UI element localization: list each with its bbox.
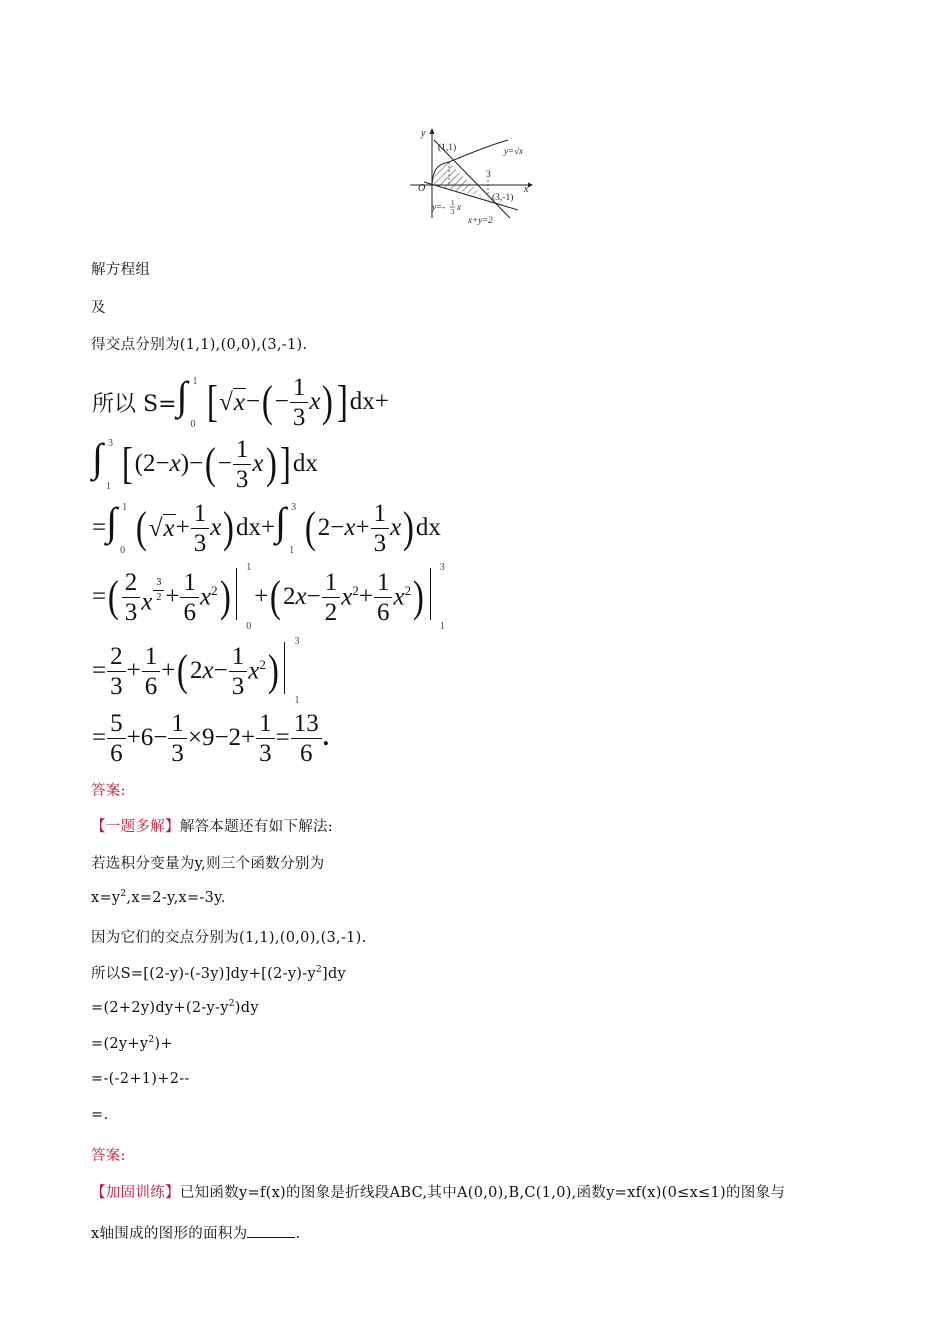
label-curve-sqrt: y=√x: [504, 146, 524, 156]
bracket-open: [: [206, 377, 218, 426]
op-plus: +: [254, 583, 269, 610]
math-line-1: [92, 372, 389, 432]
text-solve: 解方程组: [91, 262, 151, 278]
training-text: 已知函数y=f(x)的图象是折线段ABC,其中A(0,0),B,C(1,0),函数y=xf(x)(0≤x≤1)的图象与: [179, 1185, 786, 1201]
paren-close: ): [267, 646, 279, 695]
training-line-2: [91, 1222, 300, 1243]
op-minus: −: [153, 724, 168, 751]
var-x: x: [295, 583, 307, 610]
label-line-neg: y=-: [432, 202, 446, 212]
math-line-5: [92, 636, 302, 706]
op-plus: +: [358, 583, 373, 610]
x-squared: $x^2$: [341, 582, 359, 611]
alt-line-5: $=(2+2y)dy+(2-y-y^2)dy$: [91, 999, 259, 1016]
op-minus: −: [189, 450, 204, 477]
op-plus: +: [374, 388, 389, 415]
dx: dx: [349, 388, 375, 415]
num-2: 2: [228, 724, 242, 751]
answer-blank[interactable]: [247, 1237, 295, 1238]
math-line-4: [92, 562, 448, 632]
label-line-neg-x: x: [457, 202, 461, 212]
dx: dx: [235, 514, 261, 541]
var-x: x: [252, 450, 264, 477]
op-plus: +: [260, 514, 276, 541]
paren-open: (: [204, 439, 216, 488]
op-plus: +: [165, 583, 180, 610]
training-text-2: x轴围成的图形的面积为: [91, 1226, 248, 1242]
label-y-axis: y: [421, 128, 426, 139]
math-line-2: [92, 434, 318, 494]
dx: dx: [292, 450, 318, 477]
num-2: 2: [317, 514, 331, 541]
x-pow-3-2: x $\frac{3}{2}$: [141, 578, 165, 616]
answer-label-2: 答案:: [91, 1148, 126, 1164]
op-minus: −: [306, 583, 321, 610]
var-x: x: [210, 514, 222, 541]
op-plus: +: [126, 724, 141, 751]
var-x: x: [309, 388, 321, 415]
dx: dx: [415, 514, 441, 541]
text-intersections: 得交点分别为(1,1),(0,0),(3,-1).: [91, 337, 308, 353]
multi-solution-text: 解答本题还有如下解法:: [179, 819, 333, 835]
op-eq: =: [92, 657, 107, 684]
num-2: 2: [283, 583, 296, 610]
sqrt-x: √x: [148, 514, 175, 542]
frac-5-6: $\frac{5}{6}$: [107, 711, 126, 766]
eval-bar-0-1: 1 0: [232, 562, 254, 632]
paren-open: (: [270, 572, 282, 621]
frac-1-3: $\frac{1}{3}$: [371, 501, 390, 556]
x-squared: $x^2$: [199, 582, 218, 611]
op-minus: −: [246, 388, 261, 415]
integral-1-3: ∫ 3 1: [92, 435, 113, 492]
paren-open: (: [261, 377, 273, 426]
paren-open: (: [135, 503, 147, 552]
alt-line-4: 所以$S=[(2-y)-(-3y)]dy+[(2-y)-y^2]dy$: [91, 965, 347, 982]
eval-bar-1-3: 3 1: [426, 562, 448, 632]
paren-close: ): [265, 439, 277, 488]
num-2: 2: [189, 657, 203, 684]
region-figure: [404, 122, 544, 228]
alt-line-2: $x=y^2,x=2-y,x=-3y$.: [91, 889, 226, 906]
frac-1-2: $\frac{1}{2}$: [322, 570, 341, 625]
label-tick-3: 3: [486, 170, 491, 180]
op-plus: +: [126, 657, 141, 684]
op-eq: =: [92, 724, 107, 751]
paren-close: ): [403, 503, 415, 552]
frac-1-3: $\frac{1}{3}$: [256, 711, 275, 766]
num-6: 6: [140, 724, 154, 751]
paren-close: ): [412, 572, 424, 621]
op-eq: =: [92, 583, 107, 610]
integral-1-3: ∫ 3 1: [275, 499, 297, 556]
paren-open: (: [177, 646, 189, 695]
op-eq: =: [92, 514, 107, 541]
sqrt-x: √x: [219, 388, 245, 416]
training-line-1: [91, 1181, 785, 1202]
op-minus: −: [274, 388, 289, 415]
frac-1-3: $\frac{1}{3}$: [168, 711, 187, 766]
x-squared: $x^2$: [393, 582, 412, 611]
paren-open: (: [304, 503, 316, 552]
frac-2-3: $\frac{2}{3}$: [122, 570, 141, 625]
multi-solution-line: [91, 815, 333, 836]
bracket-open: [: [121, 439, 133, 488]
op-minus: −: [213, 657, 228, 684]
eval-bar-1-3: 3 1: [280, 636, 302, 706]
frac-1-3: $\frac{1}{3}$: [191, 501, 210, 556]
frac-1-3: $\frac{1}{3}$: [233, 437, 252, 492]
paren-close: ): [219, 572, 231, 621]
y-axis-arrow: [430, 128, 435, 134]
label-point-a: (1,1): [438, 143, 457, 153]
label-origin: O: [418, 183, 426, 194]
frac-1-3: $\frac{1}{3}$: [290, 375, 309, 430]
op-plus: +: [175, 514, 190, 541]
var-x: x: [344, 514, 356, 541]
answer-label-1: 答案:: [91, 783, 126, 799]
bracket-close: ]: [336, 377, 348, 426]
period: .: [322, 724, 330, 751]
frac-1-6: $\frac{1}{6}$: [374, 570, 393, 625]
var-x: x: [202, 657, 214, 684]
label-x-axis: x: [524, 184, 529, 195]
frac-13-6: $\frac{13}{6}$: [291, 711, 322, 766]
paren-group: (2−x): [134, 450, 190, 477]
label-line-neg-d: 3: [451, 208, 455, 216]
op-plus: +: [241, 724, 256, 751]
var-x: x: [390, 514, 402, 541]
alt-line-3: 因为它们的交点分别为(1,1),(0,0),(3,-1).: [91, 930, 367, 946]
op-minus: −: [217, 450, 232, 477]
training-label: 【加固训练】: [91, 1185, 180, 1201]
x-squared: $x^2$: [248, 656, 266, 685]
frac-2-3: $\frac{2}{3}$: [107, 644, 126, 699]
label-line-sum: x+y=2: [468, 215, 493, 225]
alt-line-1: 若选积分变量为y,则三个函数分别为: [91, 856, 325, 872]
text-and: 及: [91, 300, 106, 316]
frac-1-3: $\frac{1}{3}$: [229, 644, 248, 699]
paren-close: ): [223, 503, 235, 552]
frac-1-6: $\frac{1}{6}$: [142, 644, 161, 699]
frac-1-6: $\frac{1}{6}$: [180, 570, 199, 625]
op-plus: +: [355, 514, 370, 541]
alt-line-7: =-(-2+1)+2--: [91, 1071, 190, 1087]
paren-close: ): [322, 377, 334, 426]
alt-line-8: =.: [91, 1107, 109, 1123]
op-minus: −: [214, 724, 229, 751]
paren-open: (: [107, 572, 119, 621]
x-axis-arrow: [528, 183, 533, 188]
label-line-neg-n: 1: [451, 199, 455, 207]
training-end: .: [295, 1226, 301, 1242]
multi-solution-label: 【一题多解】: [91, 819, 180, 835]
integral-0-1: ∫ 1 0: [176, 373, 198, 430]
math-line-3: [92, 498, 441, 558]
op-eq: =: [275, 724, 290, 751]
shaded-region: [432, 162, 482, 196]
op-times: ×: [187, 724, 202, 751]
label-point-c: (3,-1): [492, 193, 514, 203]
op-plus: +: [161, 657, 176, 684]
alt-line-6: $=(2y+y^2)+$: [91, 1035, 173, 1052]
bracket-close: ]: [280, 439, 291, 488]
math-line-6: [92, 708, 329, 768]
integral-0-1: ∫ 1 0: [106, 499, 128, 556]
num-9: 9: [201, 724, 215, 751]
math-l1-prefix: 所以 S=: [92, 391, 177, 417]
op-minus: −: [330, 514, 345, 541]
